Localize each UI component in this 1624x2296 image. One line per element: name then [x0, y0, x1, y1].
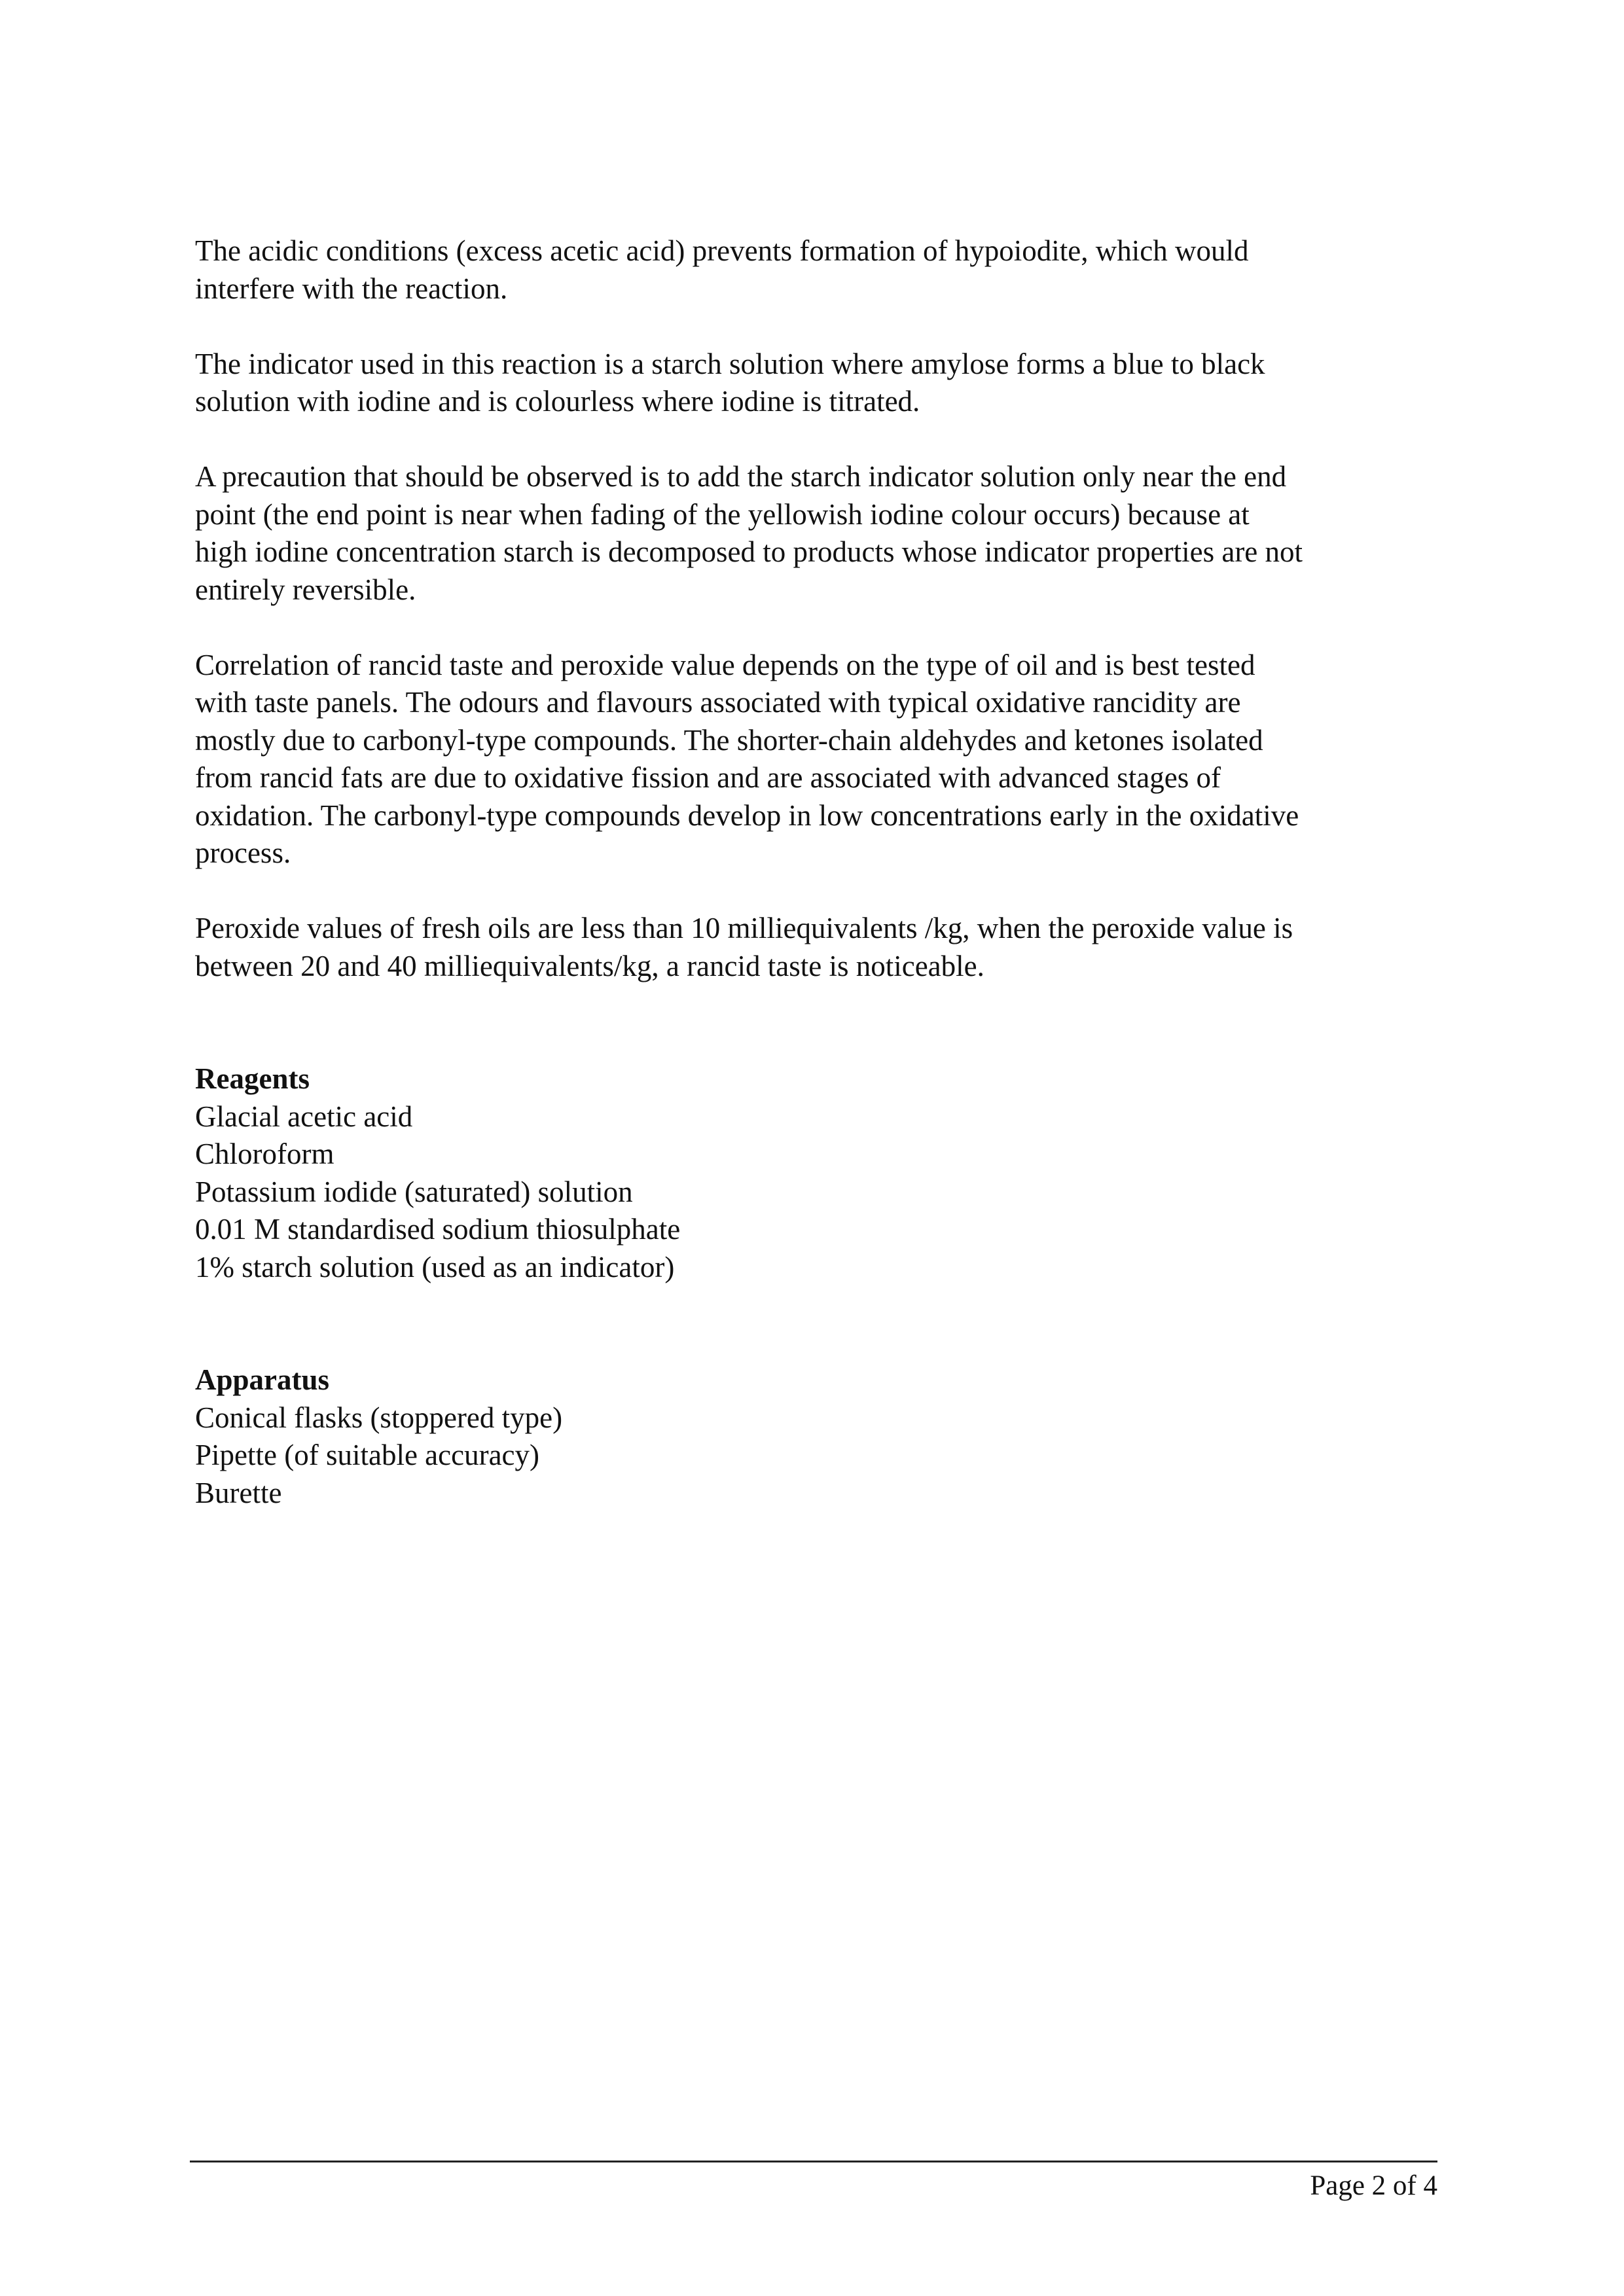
paragraph-indicator: The indicator used in this reaction is a starch solution where amylose forms a blue to black solution with iodine and is colourless where iodine is titrated. — [195, 347, 1265, 418]
paragraph-rancid-correlation: Correlation of rancid taste and peroxide value depends on the type of oil and is best tested with taste panels. The odours and flavours associated with typical oxidative rancidity are mostly due to carbonyl-type compounds. The shorter-chain aldehydes and ketones isolated from rancid fats are due to oxidative fission and are associated with advanced stages of oxidation. The carbonyl-type compounds develop in low concentrations early in the oxidative process. — [195, 648, 1299, 869]
reagent-item: Glacial acetic acid — [195, 1100, 413, 1133]
paragraph-precaution: A precaution that should be observed is to add the starch indicator solution only near the end point (the end point is near when fading of the yellowish iodine colour occurs) because at high iodine concentration starch is decomposed to products whose indicator properties are not entirely reversible. — [195, 460, 1303, 606]
footer-divider — [190, 2161, 1437, 2162]
apparatus-item: Conical flasks (stoppered type) — [195, 1401, 563, 1434]
paragraph-acidic-conditions: The acidic conditions (excess acetic acid) prevents formation of hypoiodite, which would interfere with the reaction. — [195, 234, 1249, 305]
reagents-section — [195, 1060, 1439, 1286]
apparatus-list — [195, 1399, 1439, 1513]
reagent-item: Potassium iodide (saturated) solution — [195, 1175, 633, 1208]
reagent-item: 0.01 M standardised sodium thiosulphate — [195, 1213, 681, 1246]
apparatus-item: Burette — [195, 1476, 282, 1509]
apparatus-section — [195, 1361, 1439, 1512]
paragraph-peroxide-values: Peroxide values of fresh oils are less than 10 milliequivalents /kg, when the peroxide value is between 20 and 40 milliequivalents/kg, a rancid taste is noticeable. — [195, 912, 1293, 982]
reagent-item: 1% starch solution (used as an indicator) — [195, 1250, 675, 1283]
apparatus-item: Pipette (of suitable accuracy) — [195, 1439, 540, 1471]
apparatus-heading: Apparatus — [195, 1363, 330, 1396]
reagent-item: Chloroform — [195, 1138, 334, 1170]
page-number: Page 2 of 4 — [1310, 2170, 1437, 2201]
reagents-list — [195, 1098, 1439, 1287]
reagents-heading: Reagents — [195, 1062, 310, 1095]
page-body — [195, 232, 1439, 1512]
